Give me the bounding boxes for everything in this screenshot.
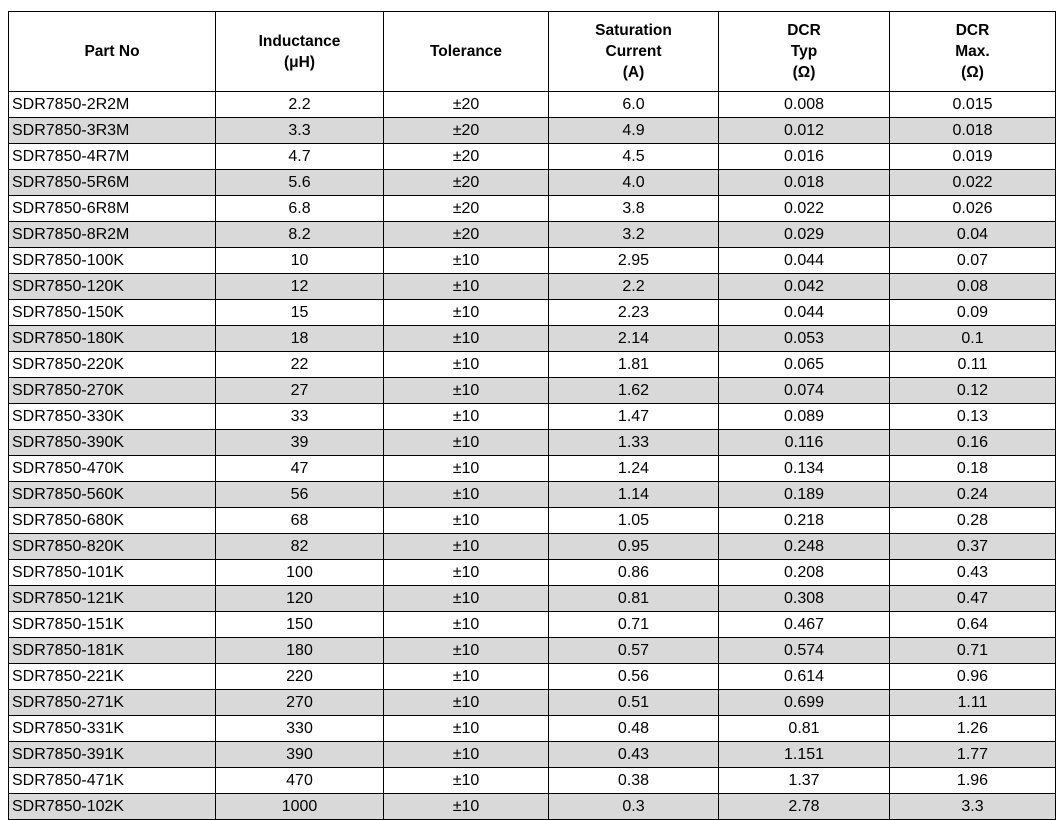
cell-dcr-max: 0.18 xyxy=(890,456,1056,482)
cell-tolerance: ±10 xyxy=(384,300,549,326)
cell-tolerance: ±10 xyxy=(384,690,549,716)
cell-inductance: 12 xyxy=(216,274,384,300)
cell-part-no: SDR7850-271K xyxy=(9,690,216,716)
cell-part-no: SDR7850-150K xyxy=(9,300,216,326)
cell-tolerance: ±20 xyxy=(384,92,549,118)
header-part-no: Part No xyxy=(9,12,216,92)
cell-tolerance: ±20 xyxy=(384,170,549,196)
cell-tolerance: ±10 xyxy=(384,248,549,274)
cell-dcr-max: 0.018 xyxy=(890,118,1056,144)
cell-part-no: SDR7850-471K xyxy=(9,768,216,794)
cell-dcr-max: 0.37 xyxy=(890,534,1056,560)
table-row xyxy=(9,664,1056,690)
cell-inductance: 180 xyxy=(216,638,384,664)
cell-dcr-max: 0.09 xyxy=(890,300,1056,326)
cell-dcr-typ: 0.065 xyxy=(719,352,890,378)
cell-part-no: SDR7850-6R8M xyxy=(9,196,216,222)
table-row xyxy=(9,404,1056,430)
cell-tolerance: ±10 xyxy=(384,638,549,664)
table-row xyxy=(9,612,1056,638)
table-row xyxy=(9,690,1056,716)
cell-saturation-current: 2.23 xyxy=(549,300,719,326)
cell-part-no: SDR7850-180K xyxy=(9,326,216,352)
cell-tolerance: ±10 xyxy=(384,404,549,430)
cell-part-no: SDR7850-330K xyxy=(9,404,216,430)
cell-dcr-typ: 0.116 xyxy=(719,430,890,456)
cell-dcr-typ: 0.018 xyxy=(719,170,890,196)
cell-tolerance: ±10 xyxy=(384,742,549,768)
table-row xyxy=(9,326,1056,352)
header-dcr-typ: DCR Typ (Ω) xyxy=(719,12,890,92)
cell-tolerance: ±10 xyxy=(384,560,549,586)
cell-tolerance: ±10 xyxy=(384,768,549,794)
header-dcr-max: DCR Max. (Ω) xyxy=(890,12,1056,92)
cell-tolerance: ±20 xyxy=(384,196,549,222)
cell-saturation-current: 0.81 xyxy=(549,586,719,612)
cell-dcr-max: 3.3 xyxy=(890,794,1056,820)
cell-dcr-max: 0.11 xyxy=(890,352,1056,378)
cell-inductance: 100 xyxy=(216,560,384,586)
cell-dcr-typ: 0.008 xyxy=(719,92,890,118)
cell-inductance: 270 xyxy=(216,690,384,716)
cell-dcr-max: 0.24 xyxy=(890,482,1056,508)
cell-saturation-current: 1.47 xyxy=(549,404,719,430)
cell-inductance: 120 xyxy=(216,586,384,612)
cell-part-no: SDR7850-120K xyxy=(9,274,216,300)
cell-inductance: 5.6 xyxy=(216,170,384,196)
cell-inductance: 4.7 xyxy=(216,144,384,170)
cell-dcr-max: 1.26 xyxy=(890,716,1056,742)
cell-saturation-current: 0.3 xyxy=(549,794,719,820)
cell-tolerance: ±20 xyxy=(384,118,549,144)
cell-tolerance: ±10 xyxy=(384,612,549,638)
cell-dcr-typ: 1.151 xyxy=(719,742,890,768)
inductor-spec-table xyxy=(8,11,1056,820)
cell-dcr-max: 1.11 xyxy=(890,690,1056,716)
table-row xyxy=(9,586,1056,612)
cell-dcr-typ: 0.614 xyxy=(719,664,890,690)
cell-saturation-current: 0.95 xyxy=(549,534,719,560)
cell-part-no: SDR7850-470K xyxy=(9,456,216,482)
cell-inductance: 6.8 xyxy=(216,196,384,222)
cell-tolerance: ±10 xyxy=(384,378,549,404)
cell-saturation-current: 1.24 xyxy=(549,456,719,482)
table-row xyxy=(9,742,1056,768)
cell-tolerance: ±10 xyxy=(384,586,549,612)
cell-saturation-current: 0.38 xyxy=(549,768,719,794)
cell-dcr-max: 0.1 xyxy=(890,326,1056,352)
cell-inductance: 470 xyxy=(216,768,384,794)
table-row xyxy=(9,274,1056,300)
cell-part-no: SDR7850-391K xyxy=(9,742,216,768)
cell-saturation-current: 0.48 xyxy=(549,716,719,742)
cell-dcr-typ: 0.012 xyxy=(719,118,890,144)
cell-dcr-typ: 0.81 xyxy=(719,716,890,742)
cell-inductance: 22 xyxy=(216,352,384,378)
cell-dcr-max: 0.026 xyxy=(890,196,1056,222)
cell-tolerance: ±10 xyxy=(384,274,549,300)
cell-part-no: SDR7850-560K xyxy=(9,482,216,508)
cell-saturation-current: 0.51 xyxy=(549,690,719,716)
cell-inductance: 39 xyxy=(216,430,384,456)
table-row xyxy=(9,768,1056,794)
cell-dcr-max: 0.12 xyxy=(890,378,1056,404)
cell-part-no: SDR7850-220K xyxy=(9,352,216,378)
cell-dcr-typ: 0.042 xyxy=(719,274,890,300)
cell-tolerance: ±10 xyxy=(384,326,549,352)
cell-inductance: 150 xyxy=(216,612,384,638)
header-inductance: Inductance (μH) xyxy=(216,12,384,92)
cell-tolerance: ±10 xyxy=(384,794,549,820)
cell-dcr-max: 0.47 xyxy=(890,586,1056,612)
cell-inductance: 47 xyxy=(216,456,384,482)
cell-tolerance: ±10 xyxy=(384,430,549,456)
cell-tolerance: ±20 xyxy=(384,144,549,170)
table-row xyxy=(9,378,1056,404)
cell-tolerance: ±10 xyxy=(384,482,549,508)
cell-dcr-typ: 0.053 xyxy=(719,326,890,352)
table-row xyxy=(9,144,1056,170)
cell-tolerance: ±10 xyxy=(384,534,549,560)
cell-part-no: SDR7850-331K xyxy=(9,716,216,742)
table-row xyxy=(9,716,1056,742)
table-row xyxy=(9,456,1056,482)
cell-inductance: 220 xyxy=(216,664,384,690)
cell-saturation-current: 1.05 xyxy=(549,508,719,534)
cell-inductance: 15 xyxy=(216,300,384,326)
cell-dcr-max: 0.04 xyxy=(890,222,1056,248)
header-tolerance: Tolerance xyxy=(384,12,549,92)
cell-part-no: SDR7850-102K xyxy=(9,794,216,820)
cell-saturation-current: 0.56 xyxy=(549,664,719,690)
cell-dcr-typ: 0.029 xyxy=(719,222,890,248)
table-row xyxy=(9,248,1056,274)
cell-part-no: SDR7850-390K xyxy=(9,430,216,456)
table-row xyxy=(9,534,1056,560)
cell-saturation-current: 0.71 xyxy=(549,612,719,638)
cell-saturation-current: 1.33 xyxy=(549,430,719,456)
cell-dcr-max: 0.07 xyxy=(890,248,1056,274)
cell-part-no: SDR7850-4R7M xyxy=(9,144,216,170)
cell-dcr-max: 0.28 xyxy=(890,508,1056,534)
cell-dcr-typ: 0.189 xyxy=(719,482,890,508)
table-row xyxy=(9,300,1056,326)
cell-saturation-current: 3.8 xyxy=(549,196,719,222)
cell-inductance: 8.2 xyxy=(216,222,384,248)
header-row xyxy=(9,12,1056,92)
cell-dcr-typ: 0.044 xyxy=(719,300,890,326)
cell-dcr-max: 0.96 xyxy=(890,664,1056,690)
cell-inductance: 390 xyxy=(216,742,384,768)
cell-saturation-current: 6.0 xyxy=(549,92,719,118)
table-row xyxy=(9,508,1056,534)
cell-inductance: 1000 xyxy=(216,794,384,820)
cell-inductance: 56 xyxy=(216,482,384,508)
cell-dcr-max: 1.96 xyxy=(890,768,1056,794)
cell-dcr-typ: 0.089 xyxy=(719,404,890,430)
cell-dcr-max: 1.77 xyxy=(890,742,1056,768)
cell-part-no: SDR7850-121K xyxy=(9,586,216,612)
table-row xyxy=(9,222,1056,248)
cell-tolerance: ±10 xyxy=(384,456,549,482)
cell-dcr-typ: 0.467 xyxy=(719,612,890,638)
cell-part-no: SDR7850-221K xyxy=(9,664,216,690)
cell-saturation-current: 1.62 xyxy=(549,378,719,404)
cell-dcr-typ: 0.699 xyxy=(719,690,890,716)
table-row xyxy=(9,794,1056,820)
cell-dcr-typ: 0.134 xyxy=(719,456,890,482)
cell-part-no: SDR7850-8R2M xyxy=(9,222,216,248)
cell-inductance: 68 xyxy=(216,508,384,534)
table-row xyxy=(9,352,1056,378)
cell-tolerance: ±10 xyxy=(384,716,549,742)
cell-part-no: SDR7850-181K xyxy=(9,638,216,664)
cell-part-no: SDR7850-680K xyxy=(9,508,216,534)
cell-dcr-typ: 1.37 xyxy=(719,768,890,794)
cell-saturation-current: 2.14 xyxy=(549,326,719,352)
cell-saturation-current: 0.86 xyxy=(549,560,719,586)
cell-dcr-typ: 0.308 xyxy=(719,586,890,612)
cell-dcr-max: 0.019 xyxy=(890,144,1056,170)
cell-part-no: SDR7850-5R6M xyxy=(9,170,216,196)
cell-inductance: 82 xyxy=(216,534,384,560)
cell-inductance: 27 xyxy=(216,378,384,404)
cell-part-no: SDR7850-2R2M xyxy=(9,92,216,118)
cell-tolerance: ±20 xyxy=(384,222,549,248)
cell-inductance: 330 xyxy=(216,716,384,742)
cell-saturation-current: 0.57 xyxy=(549,638,719,664)
cell-tolerance: ±10 xyxy=(384,664,549,690)
table-row xyxy=(9,92,1056,118)
cell-part-no: SDR7850-820K xyxy=(9,534,216,560)
cell-dcr-max: 0.022 xyxy=(890,170,1056,196)
cell-dcr-typ: 0.248 xyxy=(719,534,890,560)
table-row xyxy=(9,118,1056,144)
cell-inductance: 33 xyxy=(216,404,384,430)
cell-part-no: SDR7850-101K xyxy=(9,560,216,586)
cell-saturation-current: 3.2 xyxy=(549,222,719,248)
table-body xyxy=(9,92,1056,820)
cell-dcr-max: 0.43 xyxy=(890,560,1056,586)
cell-dcr-typ: 0.044 xyxy=(719,248,890,274)
cell-tolerance: ±10 xyxy=(384,508,549,534)
cell-saturation-current: 4.0 xyxy=(549,170,719,196)
cell-dcr-max: 0.13 xyxy=(890,404,1056,430)
cell-dcr-typ: 0.016 xyxy=(719,144,890,170)
table-row xyxy=(9,638,1056,664)
table-row xyxy=(9,430,1056,456)
cell-inductance: 3.3 xyxy=(216,118,384,144)
cell-dcr-typ: 0.218 xyxy=(719,508,890,534)
cell-dcr-max: 0.08 xyxy=(890,274,1056,300)
cell-dcr-typ: 0.574 xyxy=(719,638,890,664)
cell-inductance: 18 xyxy=(216,326,384,352)
cell-dcr-max: 0.015 xyxy=(890,92,1056,118)
cell-dcr-typ: 2.78 xyxy=(719,794,890,820)
cell-saturation-current: 2.2 xyxy=(549,274,719,300)
cell-saturation-current: 2.95 xyxy=(549,248,719,274)
cell-part-no: SDR7850-100K xyxy=(9,248,216,274)
cell-dcr-typ: 0.208 xyxy=(719,560,890,586)
table-row xyxy=(9,560,1056,586)
table-row xyxy=(9,482,1056,508)
cell-dcr-typ: 0.022 xyxy=(719,196,890,222)
header-saturation-current: Saturation Current (A) xyxy=(549,12,719,92)
table-row xyxy=(9,170,1056,196)
cell-inductance: 10 xyxy=(216,248,384,274)
cell-part-no: SDR7850-151K xyxy=(9,612,216,638)
cell-saturation-current: 0.43 xyxy=(549,742,719,768)
cell-dcr-max: 0.64 xyxy=(890,612,1056,638)
table-row xyxy=(9,196,1056,222)
cell-saturation-current: 4.5 xyxy=(549,144,719,170)
cell-inductance: 2.2 xyxy=(216,92,384,118)
cell-saturation-current: 1.14 xyxy=(549,482,719,508)
cell-saturation-current: 1.81 xyxy=(549,352,719,378)
cell-dcr-max: 0.71 xyxy=(890,638,1056,664)
cell-dcr-typ: 0.074 xyxy=(719,378,890,404)
cell-tolerance: ±10 xyxy=(384,352,549,378)
cell-part-no: SDR7850-3R3M xyxy=(9,118,216,144)
cell-saturation-current: 4.9 xyxy=(549,118,719,144)
cell-dcr-max: 0.16 xyxy=(890,430,1056,456)
cell-part-no: SDR7850-270K xyxy=(9,378,216,404)
